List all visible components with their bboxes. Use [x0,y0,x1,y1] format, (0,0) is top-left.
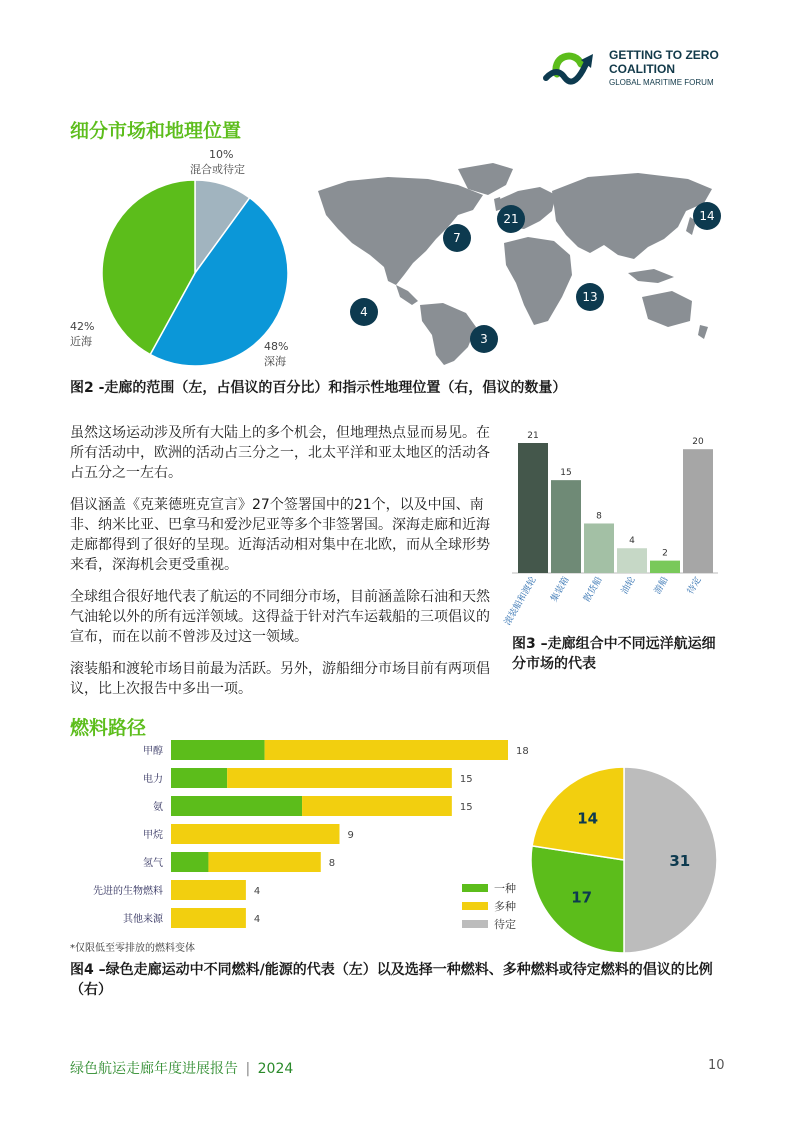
logo-line-1: GETTING TO ZERO [609,48,719,62]
body-text [70,423,492,711]
pie-label-short-pct: 42% [70,320,95,333]
fig4-total-label: 18 [516,746,529,757]
fig4-bar-segment [265,740,508,760]
fig3-value-label: 15 [560,468,572,479]
map-pin-north-pacific: 14 [693,202,721,230]
fig4-bar-segment [171,768,227,788]
fig3-category-label: 游船 [652,575,671,597]
legend-swatch [462,902,488,910]
footer-year: 2024 [257,1061,294,1077]
map-central-america [396,285,418,305]
footer [70,1058,293,1078]
fig4-bar-segment [171,852,208,872]
legend-label: 多种 [494,900,516,913]
fig3-category-label: 待定 [685,575,704,597]
fig4-total-label: 15 [459,802,473,813]
map-indonesia [628,269,674,283]
figure-3-caption: 图3 –走廊组合中不同远洋航运细分市场的代表 [512,636,716,672]
fig3-value-label: 21 [527,431,539,441]
fig4-category-label: 电力 [143,774,163,785]
fig4-bar-segment [227,768,452,788]
fuel-footnote: *仅限低至零排放的燃料变体 [70,943,195,954]
fig3-bar [683,449,713,573]
fig3-category-label: 集装箱 [549,575,572,604]
map-pin-europe: 21 [497,205,525,233]
fig4-category-label: 氨 [153,802,163,813]
map-australia [642,291,692,327]
logo-mark-icon [543,44,601,88]
paragraph-3: 全球组合很好地代表了航运的不同细分市场，目前涵盖除石油和天然气油轮以外的所有远洋领域。这得益于针对汽车运载船的三项倡议的宣布，而在以前不曾涉及过这一领域。 [70,589,490,645]
map-pin-pacific: 4 [350,298,378,326]
footer-separator: | [245,1061,251,1077]
map-asia [552,173,712,259]
fig3-category-label: 散货船 [582,575,605,604]
map-south-america [420,303,476,365]
legend-item-multiple [462,898,516,914]
fig3-bar [584,523,614,573]
fig4-bar-segment [208,852,320,872]
fig4-total-label: 4 [253,886,261,897]
fig3-value-label: 4 [629,536,635,547]
paragraph-2: 倡议涵盖《克莱德班克宣言》27个签署国中的21个，以及中国、南非、纳米比亚、巴拿马和爱沙尼亚等多个非签署国。深海走廊和近海走廊都得到了很好的呈现。近海活动相对集中在北欧，而从全球形势来看，深海机会更受重视。 [70,497,490,573]
fig3-value-label: 2 [662,548,668,559]
world-map [308,155,720,365]
legend-swatch [462,920,488,928]
legend-item-tbd [462,916,516,932]
logo-line-2: COALITION [609,62,675,76]
legend-swatch [462,884,488,892]
pie2-value-label: 31 [669,852,691,870]
fig4-bar-segment [171,740,265,760]
paragraph-1: 虽然这场运动涉及所有大陆上的多个机会，但地理热点显而易见。在所有活动中，欧洲的活动占三分之一，北太平洋和亚太地区的活动各占五分之一左右。 [70,425,490,481]
fig4-total-label: 9 [347,830,354,841]
pie2-value-label: 14 [577,809,599,828]
fig3-bar [551,480,581,573]
fig4-category-label: 甲醇 [143,746,163,757]
map-pin-south-america: 3 [470,325,498,353]
page-number: 10 [708,1058,725,1073]
map-new-zealand [698,325,708,339]
footer-title: 绿色航运走廊年度进展报告 [70,1061,238,1077]
fig3-bar [518,443,548,573]
fig4-total-label: 15 [459,774,473,785]
fig4-bar-segment [302,796,452,816]
paragraph-4: 滚装船和渡轮市场目前最为活跃。另外，游船细分市场目前有两项倡议，比上次报告中多出一项。 [70,661,490,697]
fig4-total-label: 4 [253,914,261,925]
fig3-value-label: 20 [692,437,704,448]
fig3-category-label: 油轮 [619,575,638,597]
fig3-bar [650,561,680,573]
section-title-fuels: 燃料路径 [70,717,147,739]
pie2-value-label: 17 [571,888,593,907]
map-africa [504,237,572,325]
pie-label-short: 近海 [70,335,92,348]
fig4-bar-segment [171,824,340,844]
figure-2-caption: 图2 -走廊的范围（左，占倡议的百分比）和指示性地理位置（右，倡议的数量） [70,380,567,396]
fig4-bar-segment [171,908,246,928]
map-pin-asia-pacific: 13 [576,283,604,311]
pie-label-mixed: 混合或待定 [190,163,245,176]
map-pin-north-america: 7 [443,224,471,252]
pie-label-deep-pct: 48% [264,340,289,353]
pie-label-mixed-pct: 10% [209,148,234,161]
fig3-bar [617,548,647,573]
pie-chart-fuel-choice [529,765,719,955]
logo-line-3: GLOBAL MARITIME FORUM [609,78,714,87]
pie-label-deep: 深海 [264,355,286,368]
fig4-category-label: 甲烷 [143,830,163,841]
pie-chart-scope [100,178,290,368]
fig4-category-label: 氢气 [143,858,163,869]
legend-item-single [462,880,516,896]
section-title-markets: 细分市场和地理位置 [70,120,242,142]
fig3-value-label: 8 [596,511,602,522]
fig4-category-label: 先进的生物燃料 [93,886,163,897]
fig3-category-label: 滚装船和渡轮 [502,575,539,628]
legend-label: 待定 [494,918,516,931]
fig4-category-label: 其他来源 [123,914,163,925]
fig4-bar-segment [171,880,246,900]
fig4-bar-segment [171,796,302,816]
legend-label: 一种 [494,882,516,895]
bar-chart-segments [502,425,722,635]
figure-4-caption: 图4 –绿色走廊运动中不同燃料/能源的代表（左）以及选择一种燃料、多种燃料或待定燃料的倡议的比例（右） [70,962,713,998]
fig4-total-label: 8 [328,858,336,869]
